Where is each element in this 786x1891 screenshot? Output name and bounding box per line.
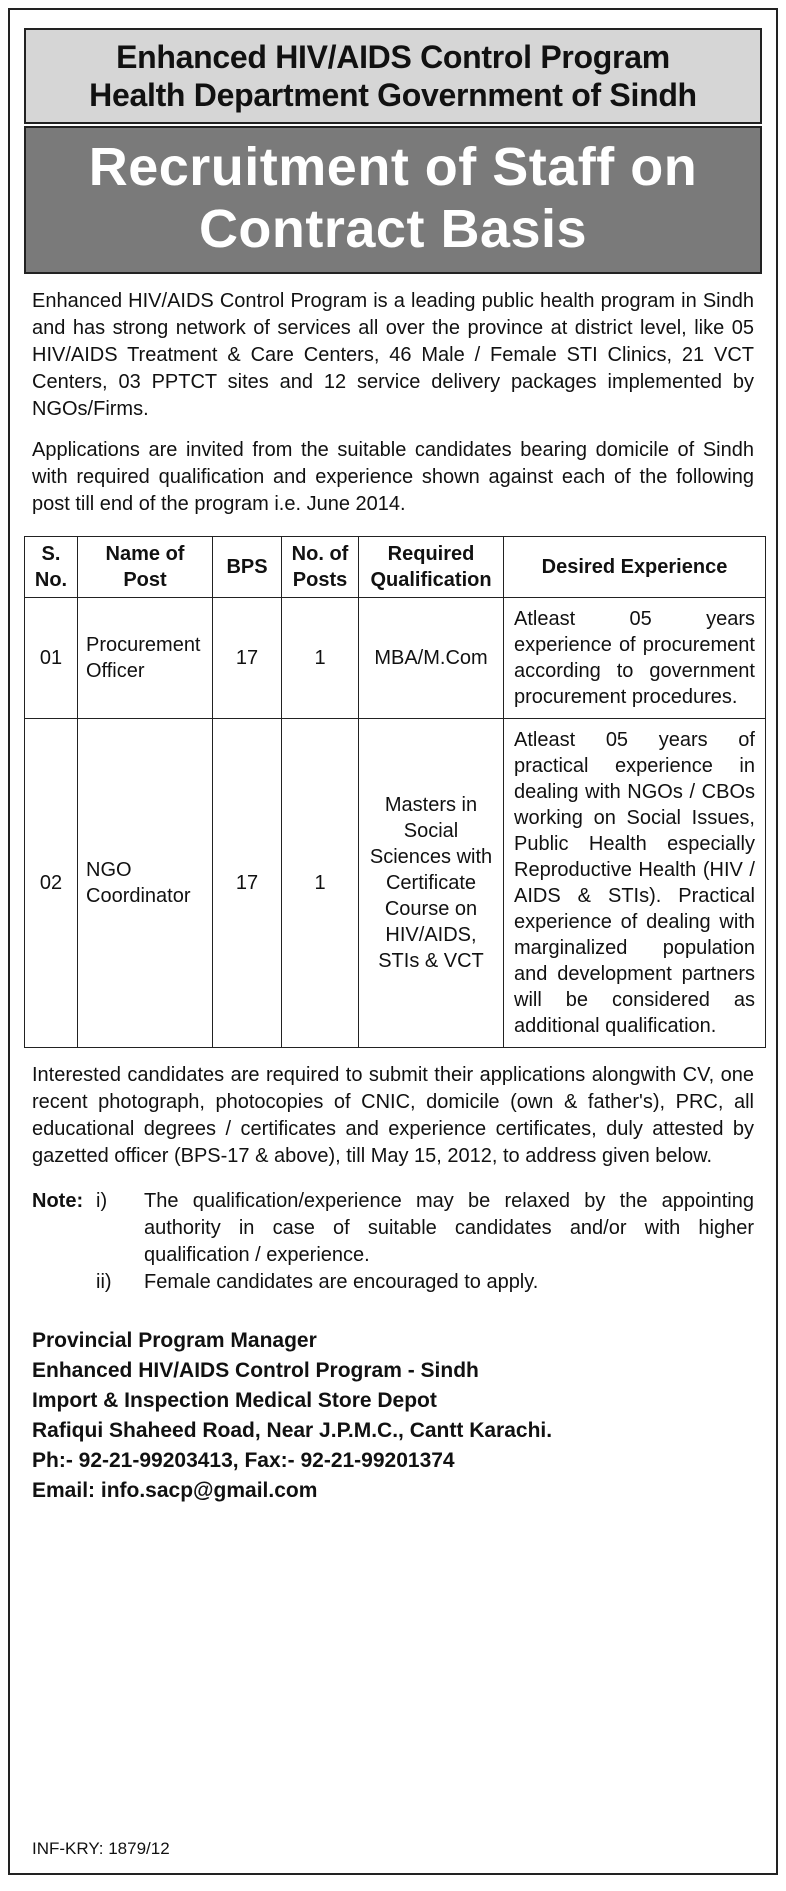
header-experience: Desired Experience — [504, 537, 766, 598]
cell-posts: 1 — [282, 598, 359, 719]
cell-bps: 17 — [213, 719, 282, 1048]
contact-address — [32, 1326, 754, 1506]
table-row — [25, 598, 766, 719]
address-line: Rafiqui Shaheed Road, Near J.P.M.C., Cantt Karachi. — [32, 1419, 553, 1442]
header-posts: No. of Posts — [282, 537, 359, 598]
advertisement-page — [8, 8, 778, 1875]
note-item — [32, 1188, 754, 1269]
note-section — [32, 1188, 754, 1296]
table-row — [25, 719, 766, 1048]
address-line: Enhanced HIV/AIDS Control Program - Sindh — [32, 1359, 479, 1382]
address-line: Import & Inspection Medical Store Depot — [32, 1389, 437, 1412]
cell-name: Procurement Officer — [78, 598, 213, 719]
reference-number: INF-KRY: 1879/12 — [32, 1839, 170, 1858]
cell-sno: 02 — [25, 719, 78, 1048]
email-line: Email: info.sacp@gmail.com — [32, 1479, 318, 1502]
cell-experience: Atleast 05 years experience of procurement according to government procurement procedures. — [504, 598, 766, 719]
note-number: ii) — [96, 1271, 112, 1293]
header-name: Name of Post — [78, 537, 213, 598]
note-text: Female candidates are encouraged to apply. — [144, 1271, 539, 1293]
cell-qualification: MBA/M.Com — [359, 598, 504, 719]
banner-line-2: Contract Basis — [198, 199, 588, 259]
cell-bps: 17 — [213, 598, 282, 719]
header-qualification: Required Qualification — [359, 537, 504, 598]
header-line-2: Health Department Government of Sindh — [89, 77, 697, 113]
applications-paragraph: Applications are invited from the suitable candidates bearing domicile of Sindh with required qualification and experience shown against each of the following post till end of the program i.e. June 2014. — [32, 439, 754, 515]
banner-line-1: Recruitment of Staff on — [88, 137, 698, 197]
table-header-row — [25, 537, 766, 598]
submission-paragraph: Interested candidates are required to submit their applications alongwith CV, one recent photograph, photocopies of CNIC, domicile (own & father's), PRC, all educational degrees / certificates and experience certificates, duly attested by gazetted officer (BPS-17 & above), till May 15, 2012, to address given below. — [32, 1064, 754, 1167]
phone-fax-line: Ph:- 92-21-99203413, Fax:- 92-21-99201374 — [32, 1449, 455, 1472]
note-number: i) — [96, 1190, 108, 1212]
header-line-1: Enhanced HIV/AIDS Control Program — [116, 39, 670, 75]
cell-qualification: Masters in Social Sciences with Certificate Course on HIV/AIDS, STIs & VCT — [359, 719, 504, 1048]
posts-table — [24, 536, 766, 1048]
address-line: Provincial Program Manager — [32, 1329, 317, 1352]
cell-experience: Atleast 05 years of practical experience in dealing with NGOs / CBOs working on Social Issues, Public Health especially Reproductive Health (HIV / AIDS & STIs). Practical experience of dealing with marginalized population and development partners will be considered as additional qualification. — [504, 719, 766, 1048]
note-label: Note: — [32, 1190, 84, 1212]
header-box — [24, 28, 762, 124]
header-bps: BPS — [213, 537, 282, 598]
recruitment-banner — [24, 126, 762, 274]
cell-posts: 1 — [282, 719, 359, 1048]
intro-paragraph: Enhanced HIV/AIDS Control Program is a leading public health program in Sindh and has strong network of services all over the province at district level, like 05 HIV/AIDS Treatment & Care Centers, 46 Male / Female STI Clinics, 21 VCT Centers, 03 PPTCT sites and 12 service delivery packages implemented by NGOs/Firms. — [32, 290, 754, 420]
cell-name: NGO Coordinator — [78, 719, 213, 1048]
note-item — [32, 1269, 754, 1296]
cell-sno: 01 — [25, 598, 78, 719]
header-sno: S. No. — [25, 537, 78, 598]
note-text: The qualification/experience may be relaxed by the appointing authority in case of suitable candidates and/or with higher qualification / experience. — [144, 1190, 754, 1266]
